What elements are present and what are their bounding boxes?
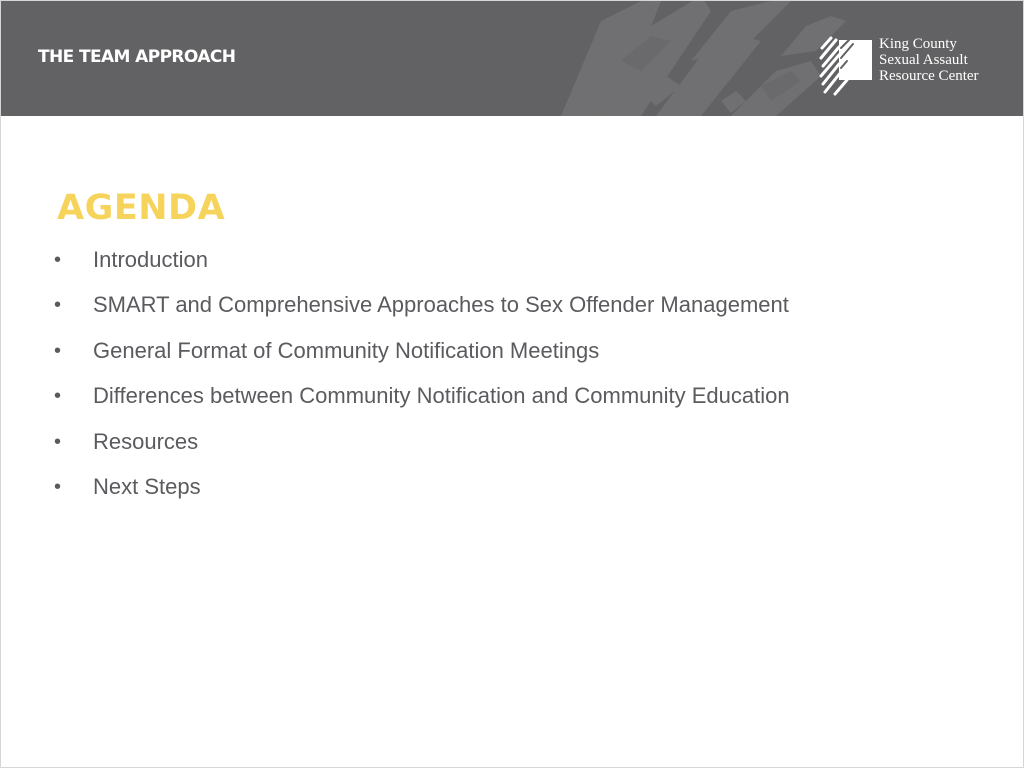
list-item-text: Next Steps — [93, 473, 201, 499]
logo-text — [879, 36, 979, 84]
list-item-text: General Format of Community Notification Meetings — [93, 337, 600, 363]
list-item-text: Differences between Community Notification and Community Education — [93, 383, 790, 409]
bullet: • — [54, 475, 62, 498]
list-item-text: SMART and Comprehensive Approaches to Sex Offender Management — [93, 292, 789, 318]
sexual-assault-resource-center-logo-mark-icon — [819, 34, 875, 96]
list-item-text: Resources — [93, 428, 199, 454]
logo-line-1: King County — [879, 36, 957, 52]
bullet: • — [54, 339, 62, 362]
bullet: • — [54, 294, 62, 317]
logo-line-3: Resource Center — [879, 68, 979, 84]
header-band — [1, 1, 1024, 116]
agenda-title: AGENDA — [57, 188, 226, 228]
bullet: • — [54, 249, 62, 271]
bullet: • — [54, 430, 62, 453]
list-item-text: Introduction — [93, 247, 208, 272]
logo-line-2: Sexual Assault — [879, 52, 968, 68]
header-title: THE TEAM APPROACH — [38, 47, 236, 67]
kcsarc-logo — [819, 34, 999, 96]
bullet: • — [54, 385, 62, 408]
